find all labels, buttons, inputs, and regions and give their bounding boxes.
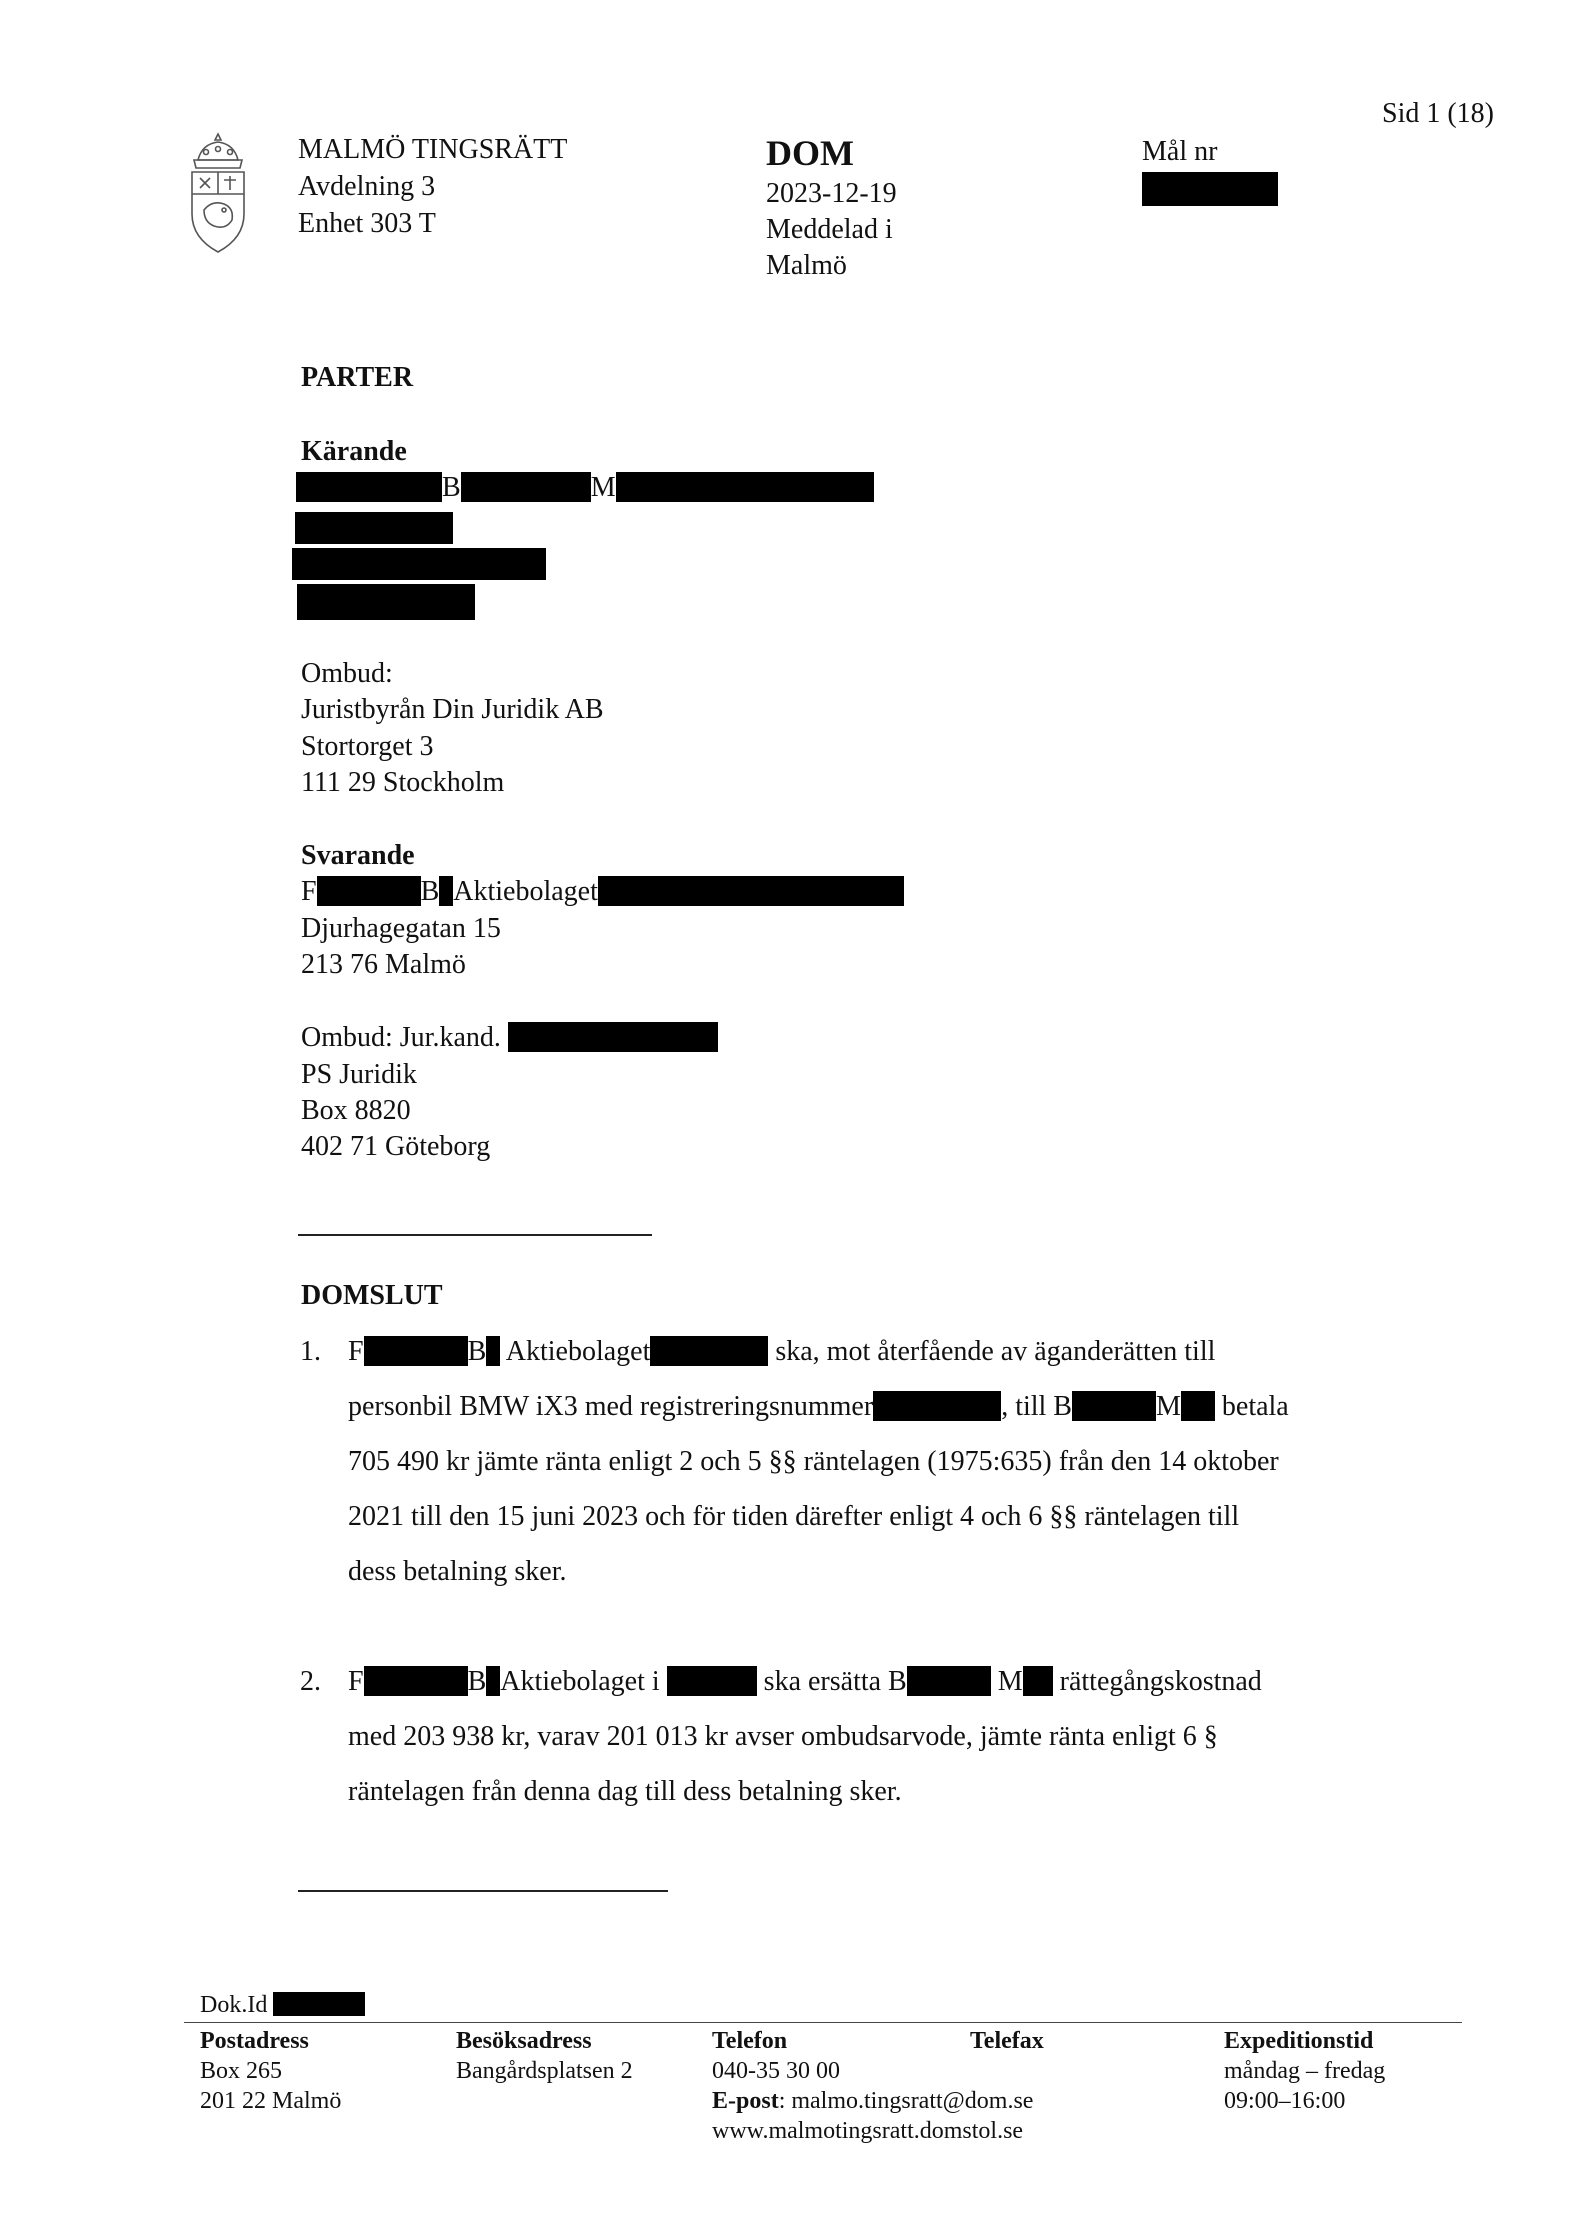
judgment-item-1-line-1 (348, 1334, 1215, 1370)
defendant-heading: Svarande (301, 840, 415, 871)
document-date: 2023-12-19 (766, 178, 897, 209)
redaction-block (296, 472, 442, 502)
item2-initial-f: F (348, 1666, 364, 1697)
plaintiff-id-redaction (295, 512, 453, 544)
plaintiff-address-redaction (292, 548, 546, 580)
item2-line1-rest: rättegångskostnad (1059, 1666, 1262, 1697)
page-number: Sid 1 (18) (1382, 98, 1494, 129)
item1-line2-c: betala (1221, 1391, 1289, 1422)
court-division: Avdelning 3 (298, 171, 436, 202)
defendant-counsel-label: Ombud: Jur.kand. (301, 1022, 501, 1053)
document-type: DOM (766, 133, 854, 173)
redaction-block (364, 1336, 468, 1366)
item2-line1-mid: ska ersätta B (763, 1666, 907, 1697)
footer-epost-value[interactable]: : malmo.tingsratt@dom.se (778, 2088, 1034, 2114)
plaintiff-counsel-label: Ombud: (301, 658, 393, 689)
footer-postadress-heading: Postadress (200, 2028, 309, 2054)
case-number-redaction (1142, 172, 1278, 206)
item2-initial-b: B (467, 1666, 487, 1697)
judgment-item-1-number: 1. (300, 1336, 321, 1367)
redaction-block (273, 1992, 365, 2016)
item1-line2-a: personbil BMW iX3 med registreringsnummer (348, 1391, 874, 1422)
footer-besoksadress-line-1: Bangårdsplatsen 2 (456, 2058, 633, 2084)
judgment-item-1-line-4: 2021 till den 15 juni 2023 och för tiden därefter enligt 4 och 6 §§ räntelagen till (348, 1501, 1240, 1532)
item1-line2-b: , till B (1001, 1391, 1072, 1422)
defendant-company-type: Aktiebolaget (453, 876, 598, 907)
defendant-postal: 213 76 Malmö (301, 949, 466, 980)
document-id-label: Dok.Id (200, 1992, 268, 2018)
footer-telefon-value: 040-35 30 00 (712, 2058, 840, 2084)
footer-divider (184, 2022, 1462, 2023)
footer-expeditionstid-hours: 09:00–16:00 (1224, 2088, 1346, 2114)
plaintiff-counsel-firm: Juristbyrån Din Juridik AB (301, 694, 604, 725)
footer-postadress-line-2: 201 22 Malmö (200, 2088, 342, 2114)
judgment-item-1-line-2 (348, 1389, 1289, 1425)
defendant-street: Djurhagegatan 15 (301, 913, 501, 944)
court-coat-of-arms-logo (180, 130, 256, 258)
item1-line2-m: M (1155, 1391, 1181, 1422)
footer-website-link[interactable]: www.malmotingsratt.domstol.se (712, 2118, 1024, 2144)
section-divider (298, 1890, 668, 1892)
redaction-block (1181, 1391, 1215, 1421)
plaintiff-initial-b: B (442, 472, 461, 503)
redaction-block (486, 1336, 500, 1366)
footer-epost (712, 2086, 1033, 2116)
footer-expeditionstid-days: måndag – fredag (1224, 2058, 1386, 2084)
footer-expeditionstid-heading: Expeditionstid (1224, 2028, 1374, 2054)
defendant-counsel-postal: 402 71 Göteborg (301, 1131, 491, 1162)
defendant-initial-b: B (420, 876, 440, 907)
redaction-block (667, 1666, 757, 1696)
item2-initial-m: M (997, 1666, 1023, 1697)
court-name: MALMÖ TINGSRÄTT (298, 134, 568, 165)
redaction-block (616, 472, 874, 502)
redaction-block (1023, 1666, 1053, 1696)
redaction-block (317, 876, 421, 906)
defendant-counsel-box: Box 8820 (301, 1095, 411, 1126)
redaction-block (486, 1666, 500, 1696)
judgment-item-2-line-1 (348, 1664, 1262, 1700)
redaction-block (439, 876, 453, 906)
judgment-item-1-line-5: dess betalning sker. (348, 1556, 567, 1587)
item2-company-type: Aktiebolaget i (500, 1666, 660, 1697)
defendant-name (301, 874, 904, 910)
footer-epost-label: E-post (712, 2088, 779, 2114)
redaction-block (461, 472, 591, 502)
redaction-block (364, 1666, 468, 1696)
defendant-counsel-label-line (301, 1020, 718, 1056)
case-number-label: Mål nr (1142, 136, 1218, 167)
redaction-block (508, 1022, 718, 1052)
defendant-counsel-firm: PS Juridik (301, 1059, 417, 1090)
document-id (200, 1990, 365, 2020)
redaction-block (598, 876, 904, 906)
footer-telefax-heading: Telefax (970, 2028, 1044, 2054)
redaction-block (650, 1336, 768, 1366)
footer-besoksadress-heading: Besöksadress (456, 2028, 592, 2054)
plaintiff-initial-m: M (590, 472, 616, 503)
judgment-item-2-number: 2. (300, 1666, 321, 1697)
defendant-initial-f: F (301, 876, 317, 907)
redaction-block (1072, 1391, 1156, 1421)
plaintiff-counsel-postal: 111 29 Stockholm (301, 767, 505, 798)
redaction-block (907, 1666, 991, 1696)
issued-label: Meddelad i (766, 214, 893, 245)
issued-place: Malmö (766, 250, 847, 281)
item1-initial-f: F (348, 1336, 364, 1367)
court-unit: Enhet 303 T (298, 208, 436, 239)
redaction-block (873, 1391, 1001, 1421)
footer-postadress-line-1: Box 265 (200, 2058, 283, 2084)
plaintiff-counsel-street: Stortorget 3 (301, 731, 434, 762)
plaintiff-postal-redaction (297, 584, 475, 620)
item1-initial-b: B (467, 1336, 487, 1367)
judgment-item-2-line-3: räntelagen från denna dag till dess betalning sker. (348, 1776, 902, 1807)
plaintiff-name (296, 470, 874, 506)
footer-telefon-heading: Telefon (712, 2028, 788, 2054)
judgment-item-2-line-2: med 203 938 kr, varav 201 013 kr avser ombudsarvode, jämte ränta enligt 6 § (348, 1721, 1218, 1752)
item1-company-type: Aktiebolaget (505, 1336, 651, 1367)
judgment-item-1-line-3: 705 490 kr jämte ränta enligt 2 och 5 §§ räntelagen (1975:635) från den 14 oktober (348, 1446, 1279, 1477)
plaintiff-heading: Kärande (301, 436, 407, 467)
section-divider (298, 1234, 652, 1236)
parties-heading: PARTER (301, 362, 414, 393)
item1-line1-rest: ska, mot återfående av äganderätten till (775, 1336, 1216, 1367)
judgment-heading: DOMSLUT (301, 1280, 443, 1311)
